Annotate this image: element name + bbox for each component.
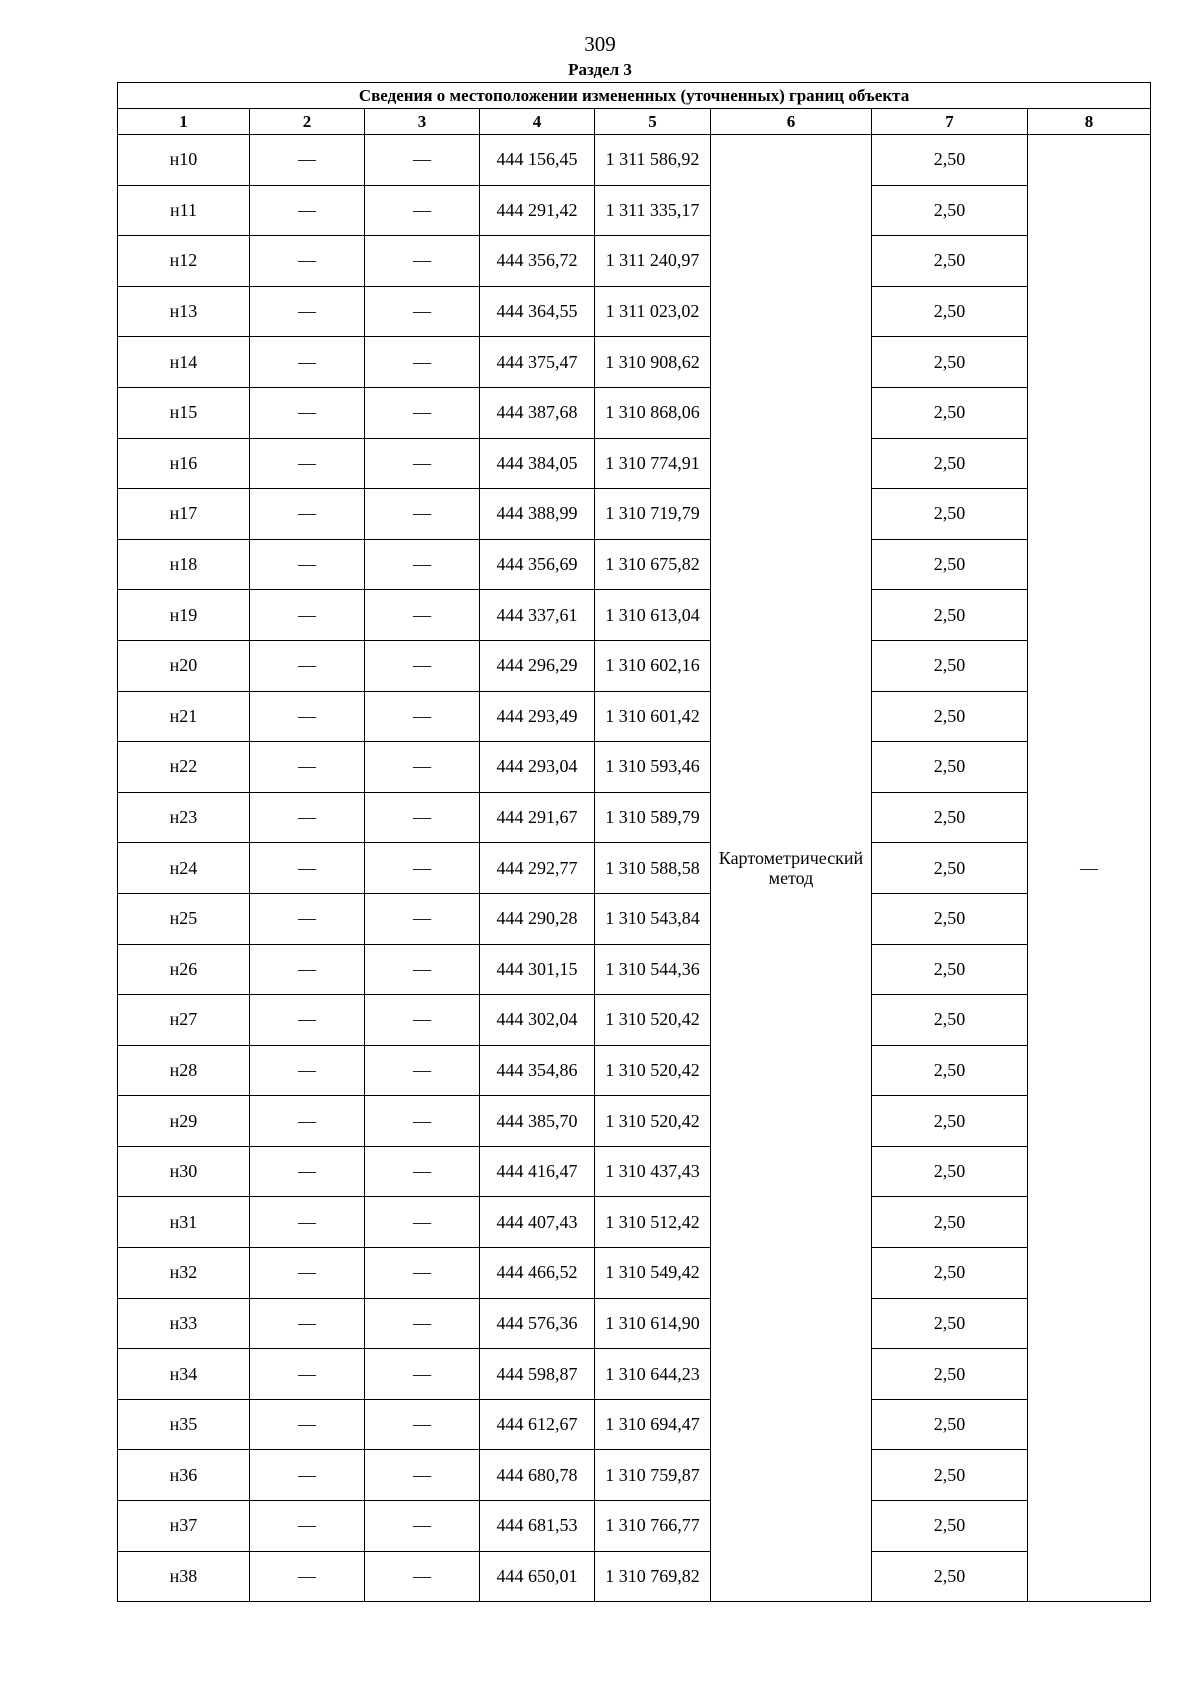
accuracy-cell: 2,50 (872, 640, 1028, 691)
col2-cell: — (250, 1298, 365, 1349)
col2-cell: — (250, 337, 365, 388)
point-cell: н36 (118, 1450, 250, 1501)
accuracy-cell: 2,50 (872, 286, 1028, 337)
y-coordinate-cell: 1 310 602,16 (595, 640, 711, 691)
col2-cell: — (250, 1501, 365, 1552)
x-coordinate-cell: 444 291,67 (480, 792, 595, 843)
point-cell: н30 (118, 1146, 250, 1197)
col3-cell: — (365, 590, 480, 641)
table-row (118, 944, 1151, 995)
point-cell: н22 (118, 742, 250, 793)
y-coordinate-cell: 1 310 520,42 (595, 1096, 711, 1147)
column-number-4: 4 (480, 109, 595, 135)
accuracy-cell: 2,50 (872, 1248, 1028, 1299)
accuracy-cell: 2,50 (872, 1146, 1028, 1197)
col3-cell: — (365, 286, 480, 337)
y-coordinate-cell: 1 310 588,58 (595, 843, 711, 894)
col2-cell: — (250, 1045, 365, 1096)
y-coordinate-cell: 1 310 759,87 (595, 1450, 711, 1501)
col2-cell: — (250, 1450, 365, 1501)
table-row (118, 1450, 1151, 1501)
x-coordinate-cell: 444 681,53 (480, 1501, 595, 1552)
point-cell: н29 (118, 1096, 250, 1147)
col3-cell: — (365, 792, 480, 843)
point-cell: н37 (118, 1501, 250, 1552)
point-cell: н38 (118, 1551, 250, 1602)
x-coordinate-cell: 444 680,78 (480, 1450, 595, 1501)
table-row (118, 893, 1151, 944)
point-cell: н16 (118, 438, 250, 489)
col2-cell: — (250, 843, 365, 894)
accuracy-cell: 2,50 (872, 944, 1028, 995)
x-coordinate-cell: 444 293,49 (480, 691, 595, 742)
y-coordinate-cell: 1 311 023,02 (595, 286, 711, 337)
accuracy-cell: 2,50 (872, 1298, 1028, 1349)
point-cell: н11 (118, 185, 250, 236)
x-coordinate-cell: 444 650,01 (480, 1551, 595, 1602)
y-coordinate-cell: 1 310 520,42 (595, 1045, 711, 1096)
col3-cell: — (365, 995, 480, 1046)
accuracy-cell: 2,50 (872, 185, 1028, 236)
point-cell: н12 (118, 236, 250, 287)
column-number-3: 3 (365, 109, 480, 135)
accuracy-cell: 2,50 (872, 236, 1028, 287)
table-row (118, 590, 1151, 641)
col3-cell: — (365, 337, 480, 388)
section-title: Раздел 3 (568, 60, 632, 79)
col3-cell: — (365, 1399, 480, 1450)
col3-cell: — (365, 691, 480, 742)
y-coordinate-cell: 1 311 586,92 (595, 135, 711, 186)
point-cell: н10 (118, 135, 250, 186)
point-cell: н23 (118, 792, 250, 843)
table-row (118, 185, 1151, 236)
column-number-7: 7 (872, 109, 1028, 135)
col2-cell: — (250, 1146, 365, 1197)
col3-cell: — (365, 640, 480, 691)
point-cell: н31 (118, 1197, 250, 1248)
y-coordinate-cell: 1 310 589,79 (595, 792, 711, 843)
col2-cell: — (250, 438, 365, 489)
column-number-5: 5 (595, 109, 711, 135)
accuracy-cell: 2,50 (872, 792, 1028, 843)
table-row (118, 1399, 1151, 1450)
col3-cell: — (365, 236, 480, 287)
col3-cell: — (365, 1551, 480, 1602)
col3-cell: — (365, 1096, 480, 1147)
table-row (118, 286, 1151, 337)
x-coordinate-cell: 444 387,68 (480, 387, 595, 438)
col2-cell: — (250, 1399, 365, 1450)
y-coordinate-cell: 1 310 675,82 (595, 539, 711, 590)
point-cell: н17 (118, 489, 250, 540)
column-number-1: 1 (118, 109, 250, 135)
column-number-8: 8 (1028, 109, 1151, 135)
col3-cell: — (365, 1298, 480, 1349)
col3-cell: — (365, 185, 480, 236)
accuracy-cell: 2,50 (872, 539, 1028, 590)
x-coordinate-cell: 444 337,61 (480, 590, 595, 641)
col3-cell: — (365, 1197, 480, 1248)
accuracy-cell: 2,50 (872, 135, 1028, 186)
table-body (118, 135, 1151, 1602)
x-coordinate-cell: 444 302,04 (480, 995, 595, 1046)
table-row (118, 1197, 1151, 1248)
point-cell: н13 (118, 286, 250, 337)
table-row (118, 539, 1151, 590)
accuracy-cell: 2,50 (872, 742, 1028, 793)
accuracy-cell: 2,50 (872, 995, 1028, 1046)
col3-cell: — (365, 1450, 480, 1501)
table-row (118, 387, 1151, 438)
x-coordinate-cell: 444 375,47 (480, 337, 595, 388)
y-coordinate-cell: 1 310 614,90 (595, 1298, 711, 1349)
x-coordinate-cell: 444 364,55 (480, 286, 595, 337)
accuracy-cell: 2,50 (872, 489, 1028, 540)
point-cell: н28 (118, 1045, 250, 1096)
col2-cell: — (250, 1349, 365, 1400)
x-coordinate-cell: 444 156,45 (480, 135, 595, 186)
col2-cell: — (250, 489, 365, 540)
table-row (118, 438, 1151, 489)
col3-cell: — (365, 843, 480, 894)
col2-cell: — (250, 590, 365, 641)
col3-cell: — (365, 387, 480, 438)
y-coordinate-cell: 1 310 694,47 (595, 1399, 711, 1450)
x-coordinate-cell: 444 292,77 (480, 843, 595, 894)
table-row (118, 691, 1151, 742)
x-coordinate-cell: 444 384,05 (480, 438, 595, 489)
col3-cell: — (365, 893, 480, 944)
y-coordinate-cell: 1 310 512,42 (595, 1197, 711, 1248)
column-number-6: 6 (711, 109, 872, 135)
table-row (118, 1146, 1151, 1197)
point-cell: н32 (118, 1248, 250, 1299)
x-coordinate-cell: 444 466,52 (480, 1248, 595, 1299)
col2-cell: — (250, 995, 365, 1046)
col3-cell: — (365, 438, 480, 489)
accuracy-cell: 2,50 (872, 1450, 1028, 1501)
col2-cell: — (250, 1248, 365, 1299)
point-cell: н18 (118, 539, 250, 590)
accuracy-cell: 2,50 (872, 387, 1028, 438)
point-cell: н19 (118, 590, 250, 641)
accuracy-cell: 2,50 (872, 337, 1028, 388)
col2-cell: — (250, 1197, 365, 1248)
point-cell: н24 (118, 843, 250, 894)
y-coordinate-cell: 1 310 549,42 (595, 1248, 711, 1299)
table-row (118, 640, 1151, 691)
column-number-2: 2 (250, 109, 365, 135)
point-cell: н26 (118, 944, 250, 995)
y-coordinate-cell: 1 311 240,97 (595, 236, 711, 287)
col2-cell: — (250, 135, 365, 186)
x-coordinate-cell: 444 301,15 (480, 944, 595, 995)
col2-cell: — (250, 539, 365, 590)
table-row (118, 489, 1151, 540)
col3-cell: — (365, 489, 480, 540)
accuracy-cell: 2,50 (872, 1045, 1028, 1096)
table-row (118, 135, 1151, 186)
boundary-coordinates-table (117, 82, 1151, 1602)
y-coordinate-cell: 1 310 908,62 (595, 337, 711, 388)
accuracy-cell: 2,50 (872, 1501, 1028, 1552)
col2-cell: — (250, 1096, 365, 1147)
col8-cell: — (1028, 135, 1151, 1602)
x-coordinate-cell: 444 612,67 (480, 1399, 595, 1450)
table-row (118, 995, 1151, 1046)
point-cell: н34 (118, 1349, 250, 1400)
point-cell: н27 (118, 995, 250, 1046)
table-row (118, 1501, 1151, 1552)
y-coordinate-cell: 1 310 543,84 (595, 893, 711, 944)
x-coordinate-cell: 444 290,28 (480, 893, 595, 944)
x-coordinate-cell: 444 388,99 (480, 489, 595, 540)
point-cell: н21 (118, 691, 250, 742)
col3-cell: — (365, 1349, 480, 1400)
point-cell: н25 (118, 893, 250, 944)
y-coordinate-cell: 1 310 593,46 (595, 742, 711, 793)
y-coordinate-cell: 1 310 719,79 (595, 489, 711, 540)
x-coordinate-cell: 444 407,43 (480, 1197, 595, 1248)
table-row (118, 337, 1151, 388)
x-coordinate-cell: 444 598,87 (480, 1349, 595, 1400)
y-coordinate-cell: 1 310 769,82 (595, 1551, 711, 1602)
y-coordinate-cell: 1 310 774,91 (595, 438, 711, 489)
accuracy-cell: 2,50 (872, 590, 1028, 641)
table-row (118, 1349, 1151, 1400)
col3-cell: — (365, 135, 480, 186)
y-coordinate-cell: 1 310 520,42 (595, 995, 711, 1046)
accuracy-cell: 2,50 (872, 691, 1028, 742)
x-coordinate-cell: 444 385,70 (480, 1096, 595, 1147)
y-coordinate-cell: 1 310 437,43 (595, 1146, 711, 1197)
col2-cell: — (250, 893, 365, 944)
col2-cell: — (250, 640, 365, 691)
col2-cell: — (250, 691, 365, 742)
y-coordinate-cell: 1 311 335,17 (595, 185, 711, 236)
y-coordinate-cell: 1 310 613,04 (595, 590, 711, 641)
col3-cell: — (365, 1045, 480, 1096)
point-cell: н33 (118, 1298, 250, 1349)
x-coordinate-cell: 444 296,29 (480, 640, 595, 691)
y-coordinate-cell: 1 310 868,06 (595, 387, 711, 438)
accuracy-cell: 2,50 (872, 438, 1028, 489)
table-row (118, 843, 1151, 894)
point-cell: н14 (118, 337, 250, 388)
col2-cell: — (250, 742, 365, 793)
y-coordinate-cell: 1 310 544,36 (595, 944, 711, 995)
y-coordinate-cell: 1 310 601,42 (595, 691, 711, 742)
col2-cell: — (250, 286, 365, 337)
col3-cell: — (365, 944, 480, 995)
col3-cell: — (365, 1501, 480, 1552)
accuracy-cell: 2,50 (872, 893, 1028, 944)
x-coordinate-cell: 444 291,42 (480, 185, 595, 236)
table-row (118, 1248, 1151, 1299)
accuracy-cell: 2,50 (872, 1197, 1028, 1248)
table-row (118, 792, 1151, 843)
col2-cell: — (250, 944, 365, 995)
x-coordinate-cell: 444 293,04 (480, 742, 595, 793)
x-coordinate-cell: 444 416,47 (480, 1146, 595, 1197)
accuracy-cell: 2,50 (872, 1349, 1028, 1400)
x-coordinate-cell: 444 356,69 (480, 539, 595, 590)
col2-cell: — (250, 236, 365, 287)
accuracy-cell: 2,50 (872, 1399, 1028, 1450)
col3-cell: — (365, 1146, 480, 1197)
x-coordinate-cell: 444 576,36 (480, 1298, 595, 1349)
point-cell: н20 (118, 640, 250, 691)
accuracy-cell: 2,50 (872, 1096, 1028, 1147)
table-row (118, 236, 1151, 287)
col2-cell: — (250, 185, 365, 236)
point-cell: н35 (118, 1399, 250, 1450)
col2-cell: — (250, 1551, 365, 1602)
page-number: 309 (584, 32, 616, 56)
col2-cell: — (250, 387, 365, 438)
y-coordinate-cell: 1 310 766,77 (595, 1501, 711, 1552)
col3-cell: — (365, 1248, 480, 1299)
accuracy-cell: 2,50 (872, 843, 1028, 894)
accuracy-cell: 2,50 (872, 1551, 1028, 1602)
x-coordinate-cell: 444 354,86 (480, 1045, 595, 1096)
table-row (118, 1551, 1151, 1602)
table-caption: Сведения о местоположении измененных (уточненных) границ объекта (118, 83, 1151, 109)
y-coordinate-cell: 1 310 644,23 (595, 1349, 711, 1400)
x-coordinate-cell: 444 356,72 (480, 236, 595, 287)
table-row (118, 1298, 1151, 1349)
col3-cell: — (365, 539, 480, 590)
table-row (118, 1096, 1151, 1147)
table-row (118, 742, 1151, 793)
col3-cell: — (365, 742, 480, 793)
col2-cell: — (250, 792, 365, 843)
method-cell: Картометрический метод (711, 135, 872, 1602)
point-cell: н15 (118, 387, 250, 438)
table-row (118, 1045, 1151, 1096)
